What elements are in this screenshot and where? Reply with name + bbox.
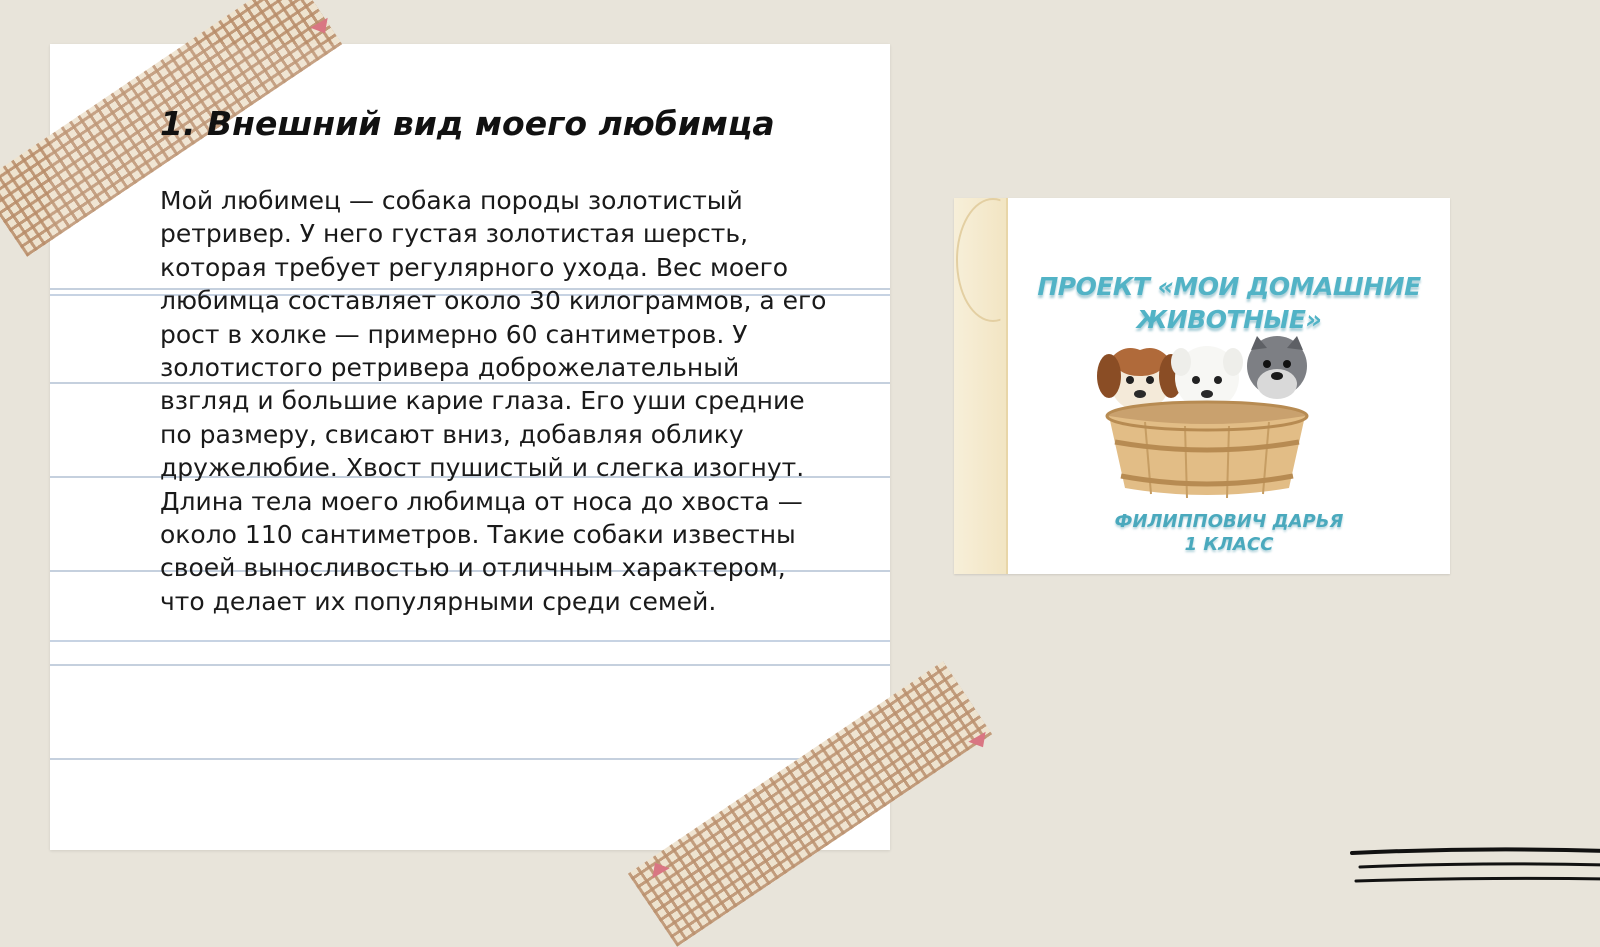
white-puppy-icon: [1171, 346, 1243, 410]
cover-author-name: ФИЛИППОВИЧ ДАРЬЯ: [1114, 511, 1344, 532]
decorative-brush-lines: [1350, 845, 1600, 895]
cover-author: [1014, 510, 1444, 556]
slide-body-text: Мой любимец — собака породы золотистый ретривер. У него густая золотистая шерсть, которая требует регулярного ухода. Вес моего любимца составляет около 30 килограммов, а его рост в холке — примерно 60 сантиметров. У золотистого ретривера доброжелательный взгляд и большие карие глаза. Его уши средние по размеру, свисают вниз, добавляя облику дружелюбие. Хвост пушистый и слегка изогнут. Длина тела моего любимца от носа до хвоста — около 110 сантиметров. Такие собаки известны своей выносливостью и отличным характером, что делает их популярными среди семей.: [160, 186, 827, 616]
ruled-line: [50, 664, 890, 666]
slide-title: 1. Внешний вид моего любимца: [160, 104, 775, 143]
schnauzer-puppy-icon: [1247, 336, 1307, 399]
cover-title: ПРОЕКТ «МОИ ДОМАШНИЕ ЖИВОТНЫЕ»: [1037, 272, 1421, 334]
cover-author-class: 1 КЛАСС: [1184, 534, 1274, 555]
puppies-in-tub-illustration: [1095, 336, 1325, 506]
ruled-line: [50, 758, 890, 760]
wooden-tub-icon: [1107, 402, 1307, 498]
